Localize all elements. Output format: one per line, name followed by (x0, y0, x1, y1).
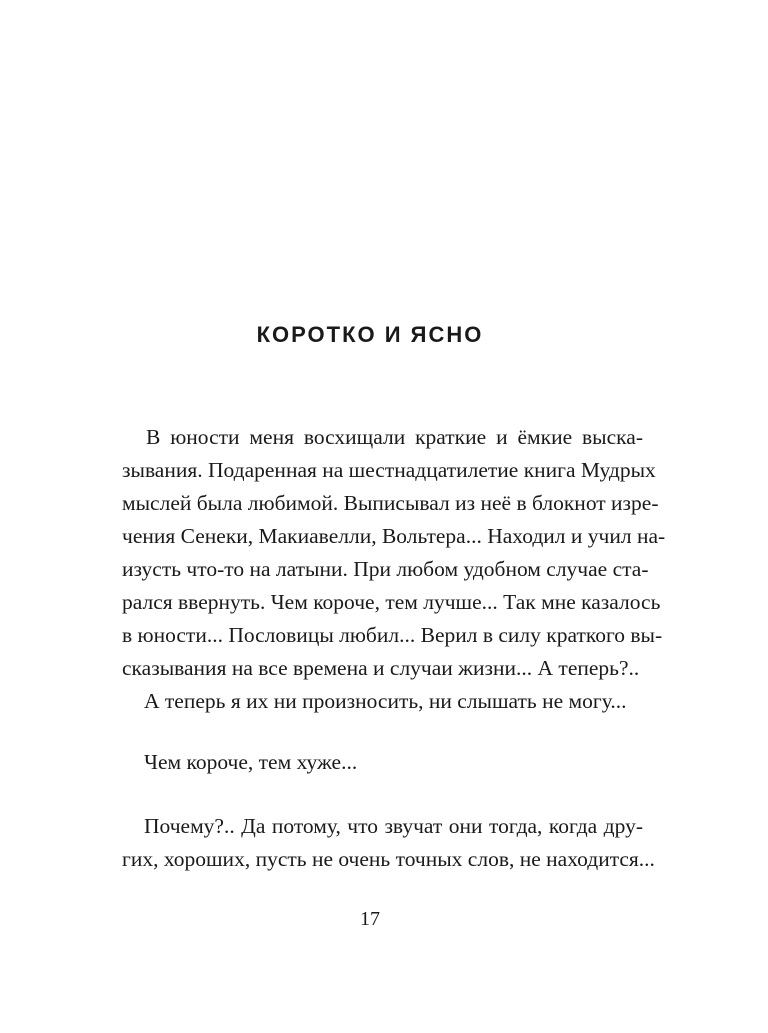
paragraph-1-line-5: изусть что-то на латыни. При любом удобном случае ста- (122, 557, 649, 581)
paragraph-1-line-3: мыслей была любимой. Выписывал из неё в блокнот изре- (122, 491, 659, 515)
paragraph-4-line-1: Почему?.. Да потому, что звучат они тогда, когда дру- (144, 814, 643, 838)
paragraph-4-line-2: гих, хороших, пусть не очень точных слов, не находится... (122, 847, 655, 871)
paragraph-2: А теперь я их ни произносить, ни слышать не могу... (144, 689, 627, 713)
paragraph-1-line-6: рался ввернуть. Чем короче, тем лучше... Так мне казалось (122, 590, 661, 614)
paragraph-1-line-8: сказывания на все времена и случаи жизни... А теперь?.. (122, 656, 640, 680)
paragraph-1-line-1: В юности меня восхищали краткие и ёмкие выска- (146, 425, 643, 449)
paragraph-1-line-4: чения Сенеки, Макиавелли, Вольтера... Находил и учил на- (122, 524, 666, 548)
paragraph-3: Чем короче, тем хуже... (144, 750, 358, 774)
paragraph-1-line-7: в юности... Пословицы любил... Верил в силу краткого вы- (122, 623, 663, 647)
paragraph-1-line-2: зывания. Подаренная на шестнадцатилетие книга Мудрых (122, 458, 656, 482)
chapter-title: КОРОТКО И ЯСНО (256, 322, 484, 347)
page-number: 17 (360, 908, 380, 930)
